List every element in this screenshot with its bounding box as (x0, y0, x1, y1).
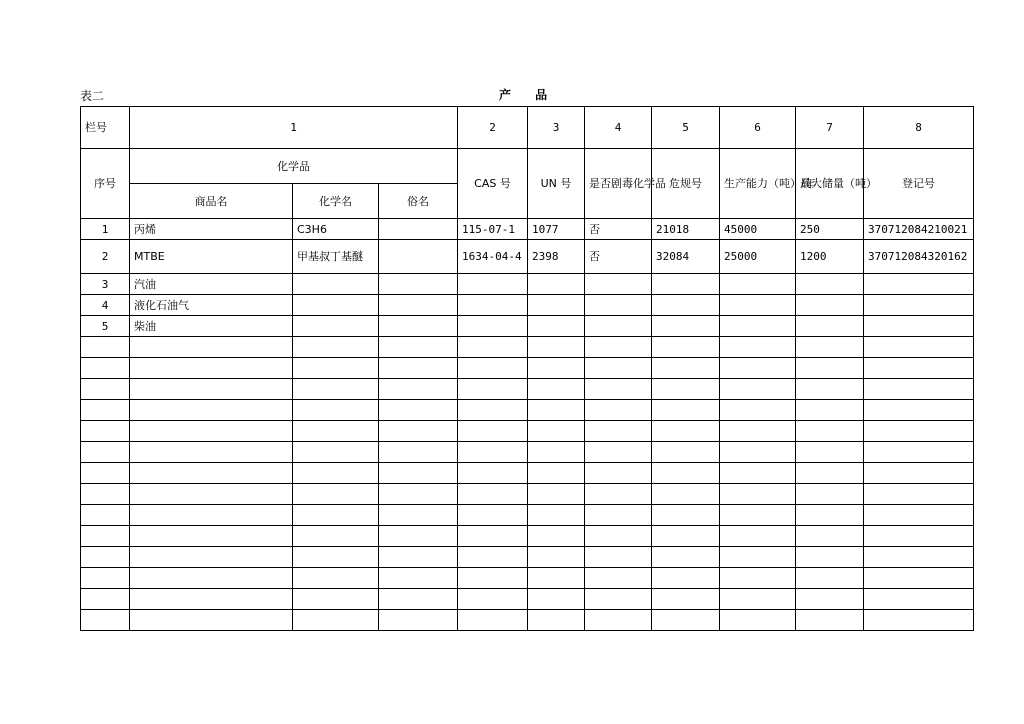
empty-table-row (81, 337, 974, 358)
cell-un (528, 568, 585, 589)
cell-toxic (585, 316, 652, 337)
cell-registration (864, 463, 974, 484)
cell-seq (81, 484, 130, 505)
cell-chemical-name (293, 547, 379, 568)
cell-common-name (379, 526, 458, 547)
cell-max-storage (796, 589, 864, 610)
cell-seq (81, 421, 130, 442)
cell-un (528, 589, 585, 610)
cell-toxic (585, 526, 652, 547)
cell-cas (458, 526, 528, 547)
cell-hazard-no (652, 379, 720, 400)
cell-trade-name (130, 589, 293, 610)
cell-toxic (585, 379, 652, 400)
cell-seq (81, 463, 130, 484)
cell-seq (81, 358, 130, 379)
cell-toxic (585, 589, 652, 610)
cell-un (528, 547, 585, 568)
cell-cas (458, 379, 528, 400)
cell-hazard-no (652, 316, 720, 337)
cell-un (528, 316, 585, 337)
cell-chemical-name: C3H6 (293, 219, 379, 240)
table-row (81, 219, 974, 240)
cell-trade-name (130, 400, 293, 421)
cell-registration (864, 505, 974, 526)
cell-un (528, 337, 585, 358)
cell-max-storage (796, 274, 864, 295)
cell-capacity (720, 463, 796, 484)
cell-cas (458, 295, 528, 316)
cell-max-storage (796, 421, 864, 442)
cell-seq: 4 (81, 295, 130, 316)
cell-hazard-no (652, 295, 720, 316)
column-number-4: 4 (585, 107, 652, 149)
cell-hazard-no (652, 358, 720, 379)
cell-chemical-name (293, 358, 379, 379)
cell-cas (458, 589, 528, 610)
cell-capacity (720, 610, 796, 631)
cell-seq (81, 610, 130, 631)
cell-registration (864, 316, 974, 337)
header-seq: 序号 (81, 149, 130, 219)
cell-un (528, 358, 585, 379)
cell-seq: 1 (81, 219, 130, 240)
cell-common-name (379, 219, 458, 240)
cell-trade-name: 丙烯 (130, 219, 293, 240)
column-number-8: 8 (864, 107, 974, 149)
cell-capacity: 25000 (720, 240, 796, 274)
cell-cas (458, 568, 528, 589)
empty-table-row (81, 379, 974, 400)
cell-seq: 2 (81, 240, 130, 274)
cell-common-name (379, 400, 458, 421)
cell-capacity (720, 547, 796, 568)
cell-max-storage (796, 316, 864, 337)
header-max-storage: 最大储量（吨） (796, 149, 864, 219)
cell-trade-name (130, 547, 293, 568)
cell-capacity (720, 484, 796, 505)
cell-cas (458, 274, 528, 295)
cell-toxic (585, 505, 652, 526)
header-registration: 登记号 (864, 149, 974, 219)
cell-toxic (585, 400, 652, 421)
cell-toxic: 否 (585, 219, 652, 240)
cell-seq: 5 (81, 316, 130, 337)
cell-max-storage (796, 526, 864, 547)
cell-trade-name (130, 442, 293, 463)
column-number-6: 6 (720, 107, 796, 149)
empty-table-row (81, 400, 974, 421)
cell-trade-name: 汽油 (130, 274, 293, 295)
cell-registration (864, 526, 974, 547)
cell-chemical-name (293, 274, 379, 295)
cell-cas: 115-07-1 (458, 219, 528, 240)
cell-chemical-name: 甲基叔丁基醚 (293, 240, 379, 274)
cell-chemical-name (293, 379, 379, 400)
cell-capacity (720, 274, 796, 295)
cell-capacity (720, 358, 796, 379)
cell-chemical-name (293, 484, 379, 505)
cell-cas (458, 337, 528, 358)
cell-trade-name (130, 379, 293, 400)
column-number-2: 2 (458, 107, 528, 149)
cell-seq: 3 (81, 274, 130, 295)
header-hazard-no: 危规号 (652, 149, 720, 219)
cell-cas (458, 484, 528, 505)
cell-capacity (720, 568, 796, 589)
cell-max-storage: 1200 (796, 240, 864, 274)
cell-seq (81, 568, 130, 589)
cell-registration (864, 295, 974, 316)
cell-common-name (379, 379, 458, 400)
document-title: 产 品 (499, 88, 558, 102)
cell-un (528, 505, 585, 526)
cell-toxic (585, 547, 652, 568)
header-toxic: 是否剧毒化学品 (585, 149, 652, 219)
header-chemical-group: 化学品 (130, 149, 458, 184)
cell-capacity (720, 316, 796, 337)
cell-un (528, 421, 585, 442)
cell-cas (458, 358, 528, 379)
table-label: 表二 (80, 89, 105, 103)
empty-table-row (81, 505, 974, 526)
cell-hazard-no: 32084 (652, 240, 720, 274)
cell-trade-name (130, 421, 293, 442)
cell-max-storage (796, 442, 864, 463)
cell-registration (864, 274, 974, 295)
cell-max-storage (796, 505, 864, 526)
table-row (81, 274, 974, 295)
cell-max-storage (796, 337, 864, 358)
header-row-1 (81, 149, 974, 184)
cell-registration (864, 358, 974, 379)
empty-table-row (81, 421, 974, 442)
cell-capacity (720, 379, 796, 400)
empty-table-row (81, 610, 974, 631)
empty-table-row (81, 547, 974, 568)
cell-hazard-no (652, 589, 720, 610)
cell-toxic (585, 358, 652, 379)
header-common-name: 俗名 (379, 184, 458, 219)
cell-registration (864, 547, 974, 568)
cell-seq (81, 379, 130, 400)
cell-toxic (585, 484, 652, 505)
cell-common-name (379, 463, 458, 484)
column-number-5: 5 (652, 107, 720, 149)
cell-un: 2398 (528, 240, 585, 274)
cell-chemical-name (293, 421, 379, 442)
cell-toxic (585, 463, 652, 484)
cell-trade-name (130, 526, 293, 547)
cell-un (528, 484, 585, 505)
cell-registration (864, 379, 974, 400)
cell-seq (81, 526, 130, 547)
cell-common-name (379, 337, 458, 358)
cell-registration (864, 421, 974, 442)
cell-seq (81, 547, 130, 568)
cell-trade-name: MTBE (130, 240, 293, 274)
cell-common-name (379, 484, 458, 505)
cell-trade-name (130, 568, 293, 589)
cell-chemical-name (293, 463, 379, 484)
cell-hazard-no (652, 568, 720, 589)
cell-capacity (720, 505, 796, 526)
cell-cas (458, 316, 528, 337)
cell-hazard-no (652, 610, 720, 631)
cell-hazard-no (652, 547, 720, 568)
cell-capacity (720, 442, 796, 463)
cell-common-name (379, 274, 458, 295)
cell-common-name (379, 358, 458, 379)
column-number-3: 3 (528, 107, 585, 149)
cell-cas (458, 610, 528, 631)
cell-chemical-name (293, 589, 379, 610)
cell-trade-name: 柴油 (130, 316, 293, 337)
empty-table-row (81, 484, 974, 505)
cell-toxic (585, 421, 652, 442)
table-row (81, 240, 974, 274)
cell-toxic (585, 610, 652, 631)
cell-capacity (720, 400, 796, 421)
cell-toxic (585, 442, 652, 463)
cell-toxic: 否 (585, 240, 652, 274)
cell-trade-name (130, 358, 293, 379)
cell-registration (864, 589, 974, 610)
cell-chemical-name (293, 400, 379, 421)
cell-common-name (379, 568, 458, 589)
cell-hazard-no (652, 505, 720, 526)
cell-max-storage (796, 379, 864, 400)
cell-cas: 1634-04-4 (458, 240, 528, 274)
cell-un (528, 463, 585, 484)
cell-un (528, 295, 585, 316)
cell-hazard-no (652, 442, 720, 463)
cell-max-storage (796, 400, 864, 421)
cell-common-name (379, 421, 458, 442)
cell-common-name (379, 547, 458, 568)
column-number-row (81, 107, 974, 149)
cell-trade-name (130, 484, 293, 505)
cell-max-storage (796, 295, 864, 316)
cell-toxic (585, 568, 652, 589)
cell-hazard-no (652, 421, 720, 442)
cell-chemical-name (293, 316, 379, 337)
cell-cas (458, 421, 528, 442)
header-capacity: 生产能力（吨）/年 (720, 149, 796, 219)
cell-trade-name: 液化石油气 (130, 295, 293, 316)
cell-un (528, 610, 585, 631)
cell-trade-name (130, 505, 293, 526)
column-number-label: 栏号 (81, 107, 130, 149)
cell-common-name (379, 610, 458, 631)
cell-cas (458, 547, 528, 568)
cell-hazard-no (652, 484, 720, 505)
cell-trade-name (130, 610, 293, 631)
cell-registration: 370712084320162 (864, 240, 974, 274)
cell-registration (864, 568, 974, 589)
empty-table-row (81, 526, 974, 547)
cell-chemical-name (293, 295, 379, 316)
header-un: UN 号 (528, 149, 585, 219)
cell-cas (458, 463, 528, 484)
cell-trade-name (130, 337, 293, 358)
cell-hazard-no (652, 463, 720, 484)
cell-capacity (720, 295, 796, 316)
cell-registration (864, 337, 974, 358)
cell-registration (864, 442, 974, 463)
cell-toxic (585, 295, 652, 316)
header-cas: CAS 号 (458, 149, 528, 219)
cell-common-name (379, 295, 458, 316)
cell-capacity (720, 421, 796, 442)
cell-cas (458, 505, 528, 526)
cell-max-storage (796, 484, 864, 505)
cell-common-name (379, 240, 458, 274)
cell-un (528, 526, 585, 547)
cell-chemical-name (293, 610, 379, 631)
cell-chemical-name (293, 442, 379, 463)
cell-hazard-no: 21018 (652, 219, 720, 240)
products-table (80, 106, 974, 631)
cell-seq (81, 442, 130, 463)
cell-common-name (379, 505, 458, 526)
cell-un (528, 442, 585, 463)
cell-capacity: 45000 (720, 219, 796, 240)
cell-registration (864, 484, 974, 505)
cell-common-name (379, 316, 458, 337)
cell-seq (81, 337, 130, 358)
cell-cas (458, 442, 528, 463)
empty-table-row (81, 442, 974, 463)
cell-seq (81, 400, 130, 421)
cell-hazard-no (652, 274, 720, 295)
cell-chemical-name (293, 505, 379, 526)
cell-seq (81, 505, 130, 526)
header-trade-name: 商品名 (130, 184, 293, 219)
cell-common-name (379, 589, 458, 610)
cell-hazard-no (652, 337, 720, 358)
cell-hazard-no (652, 400, 720, 421)
cell-max-storage (796, 358, 864, 379)
cell-un (528, 274, 585, 295)
cell-cas (458, 400, 528, 421)
cell-trade-name (130, 463, 293, 484)
cell-un (528, 400, 585, 421)
empty-table-row (81, 358, 974, 379)
cell-chemical-name (293, 526, 379, 547)
empty-table-row (81, 589, 974, 610)
empty-table-row (81, 568, 974, 589)
table-row (81, 316, 974, 337)
cell-chemical-name (293, 337, 379, 358)
table-row (81, 295, 974, 316)
cell-toxic (585, 337, 652, 358)
cell-toxic (585, 274, 652, 295)
cell-capacity (720, 337, 796, 358)
cell-hazard-no (652, 526, 720, 547)
cell-common-name (379, 442, 458, 463)
empty-table-row (81, 463, 974, 484)
cell-registration: 370712084210021 (864, 219, 974, 240)
cell-registration (864, 610, 974, 631)
cell-capacity (720, 526, 796, 547)
header-chemical-name: 化学名 (293, 184, 379, 219)
cell-un: 1077 (528, 219, 585, 240)
cell-registration (864, 400, 974, 421)
cell-max-storage (796, 463, 864, 484)
cell-max-storage (796, 547, 864, 568)
cell-seq (81, 589, 130, 610)
cell-max-storage (796, 610, 864, 631)
column-number-7: 7 (796, 107, 864, 149)
cell-chemical-name (293, 568, 379, 589)
cell-un (528, 379, 585, 400)
cell-max-storage: 250 (796, 219, 864, 240)
cell-max-storage (796, 568, 864, 589)
column-number-1: 1 (130, 107, 458, 149)
cell-capacity (720, 589, 796, 610)
